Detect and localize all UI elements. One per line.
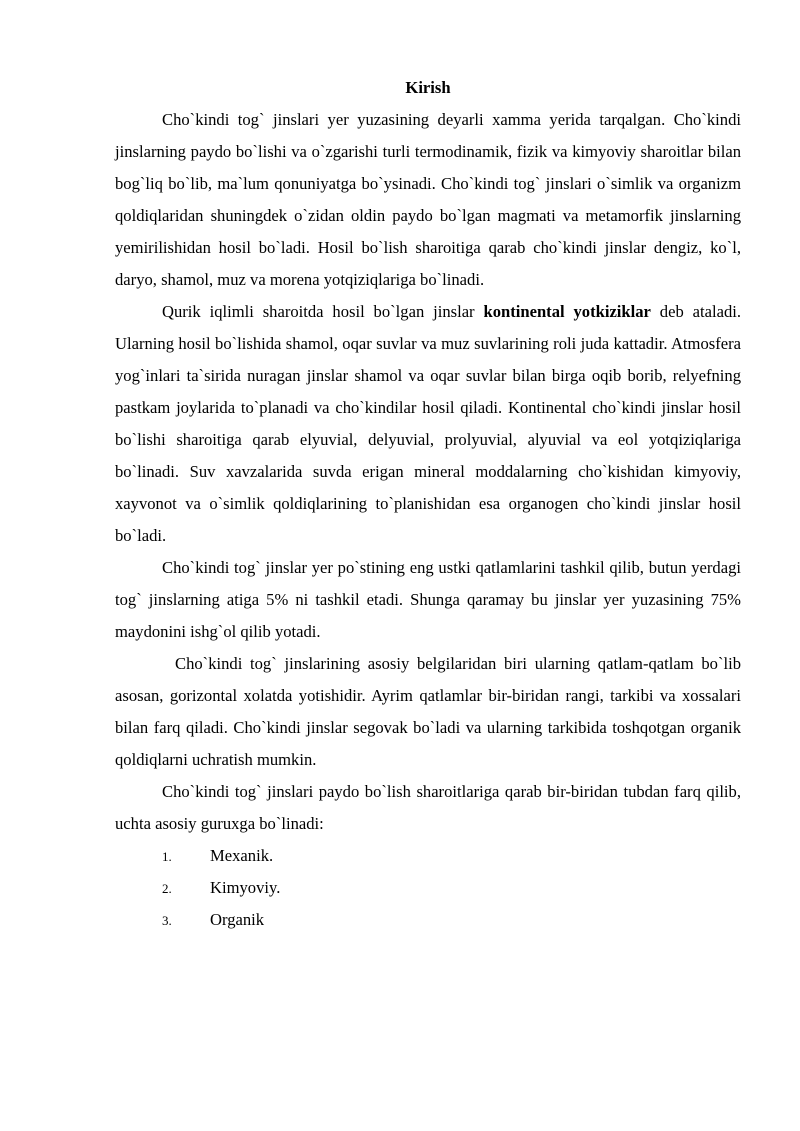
list-item (115, 904, 741, 936)
paragraph-groups: Cho`kindi tog` jinslari paydo bo`lish sharoitlariga qarab bir-biridan tubdan farq qilib, uchta asosiy guruxga bo`linadi: (115, 782, 741, 833)
bold-term: kontinental yotkiziklar (483, 302, 651, 321)
list-item (115, 872, 741, 904)
document-page (115, 72, 741, 936)
paragraph-text: Qurik iqlimli sharoitda hosil bo`lgan jinslar (162, 302, 484, 321)
group-list (115, 840, 741, 936)
paragraph-intro: Cho`kindi tog` jinslari yer yuzasining deyarli xamma yerida tarqalgan. Cho`kindi jinslarning paydo bo`lishi va o`zgarishi turli termodinamik, fizik va kimyoviy sharoitlar bilan bog`liq bo`lib, ma`lum qonuniyatga bo`ysinadi. Cho`kindi tog` jinslari o`simlik va organizm qoldiqlaridan shuningdek o`zidan oldin paydo bo`lgan magmati va metamorfik jinslarning yemirilishidan hosil bo`ladi. Hosil bo`lish sharoitiga qarab cho`kindi jinslar dengiz, ko`l, daryo, shamol, muz va morena yotqiziqlariga bo`linadi. (115, 110, 741, 289)
list-number: 2. (162, 881, 172, 896)
list-text: Kimyoviy. (210, 878, 281, 897)
paragraph-continental (115, 296, 741, 552)
list-text: Organik (210, 910, 265, 929)
paragraph-text: deb ataladi. Ularning hosil bo`lishida shamol, oqar suvlar va muz suvlarining roli juda kattadir. Atmosfera yog`inlari ta`sirida nuragan jinslar shamol va oqar suvlar bilan birga oqib borib, relyefning pastkam joylarida to`planadi va cho`kindilar hosil qiladi. Kontinental cho`kindi jinslar hosil bo`lishi sharoitiga qarab elyuvial, delyuvial, prolyuvial, alyuvial va eol yotqiziqlariga bo`linadi. Suv xavzalarida suvda erigan mineral moddalarning cho`kishidan kimyoviy, xayvonot va o`simlik qoldiqlarining to`planishidan esa organogen cho`kindi jinslar hosil bo`ladi. (115, 302, 741, 545)
list-number: 3. (162, 913, 172, 928)
paragraph-distribution: Cho`kindi tog` jinslar yer po`stining eng ustki qatlamlarini tashkil qilib, butun yerdagi tog` jinslarning atiga 5% ni tashkil etadi. Shunga qaramay bu jinslar yer yuzasining 75% maydonini ishg`ol qilib yotadi. (115, 558, 741, 641)
list-text: Mexanik. (210, 846, 274, 865)
document-title: Kirish (405, 78, 451, 97)
list-number: 1. (162, 849, 172, 864)
paragraph-features: Cho`kindi tog` jinslarining asosiy belgilaridan biri ularning qatlam-qatlam bo`lib asosan, gorizontal xolatda yotishidir. Ayrim qatlamlar bir-biridan rangi, tarkibi va xossalari bilan farq qiladi. Cho`kindi jinslar segovak bo`ladi va ularning tarkibida toshqotgan organik qoldiqlarni uchratish mumkin. (115, 654, 741, 769)
list-item (115, 840, 741, 872)
